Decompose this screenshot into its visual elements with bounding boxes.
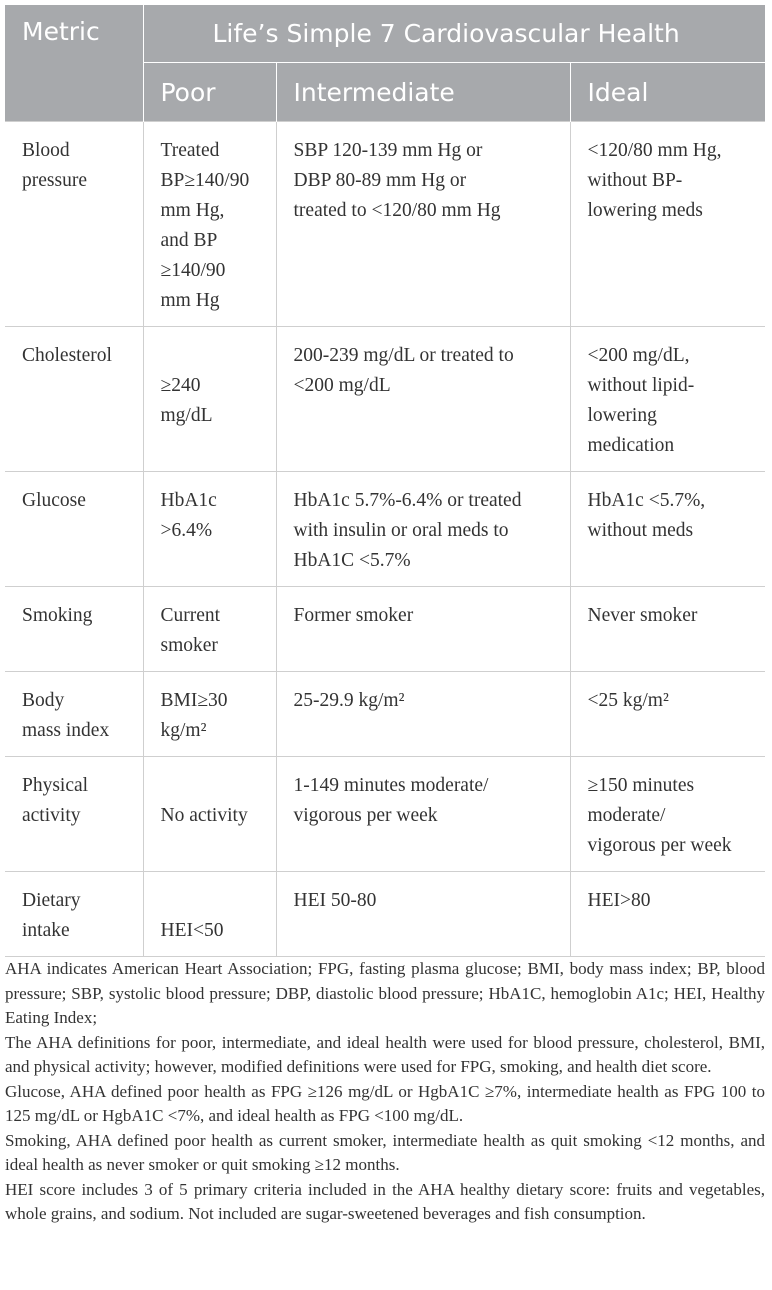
cell-line: intake — [22, 920, 70, 941]
cell-metric — [5, 587, 143, 672]
cell-line: kg/m² — [160, 720, 207, 741]
cell-line: mm Hg — [160, 290, 220, 311]
cell-line: <120/80 mm Hg, — [587, 140, 722, 161]
cell-line: 1-149 minutes moderate/ — [293, 775, 489, 796]
cell-line: Dietary — [22, 890, 81, 911]
cell-poor — [143, 872, 276, 957]
header-group: Life’s Simple 7 Cardiovascular Health — [143, 5, 765, 63]
header-ideal: Ideal — [570, 63, 765, 122]
cell-line: and BP — [160, 230, 218, 251]
cell-line: pressure — [22, 170, 87, 191]
cell-metric — [5, 872, 143, 957]
cell-poor — [143, 472, 276, 587]
cell-ideal — [570, 327, 765, 472]
header-intermediate: Intermediate — [276, 63, 570, 122]
cell-intermediate — [276, 327, 570, 472]
cell-line: <200 mg/dL, — [587, 345, 690, 366]
cell-metric — [5, 472, 143, 587]
cardiovascular-health-table — [5, 5, 765, 957]
cell-line: vigorous per week — [293, 805, 438, 826]
footnote: Smoking, AHA defined poor health as current smoker, intermediate health as quit smoking <12 months, and ideal health as never smoker or quit smoking ≥12 months. — [5, 1130, 765, 1174]
footnote: AHA indicates American Heart Association; FPG, fasting plasma glucose; BMI, body mass index; BP, blood pressure; SBP, systolic blood pressure; DBP, diastolic blood pressure; HbA1C, hemoglobin A1c; HEI, Healthy Eating Index; — [5, 959, 765, 1027]
table-footnotes — [5, 957, 765, 1227]
cell-line: lowering — [587, 405, 657, 426]
cell-line: ≥140/90 — [160, 260, 226, 281]
table-header — [5, 5, 765, 122]
cell-line: moderate/ — [587, 805, 666, 826]
footnote: The AHA definitions for poor, intermediate, and ideal health were used for blood pressure, cholesterol, BMI, and physical activity; however, modified definitions were used for FPG, smoking, and health diet score. — [5, 1032, 765, 1076]
cell-line: vigorous per week — [587, 835, 732, 856]
cell-line: lowering meds — [587, 200, 703, 221]
cell-line: DBP 80-89 mm Hg or — [293, 170, 467, 191]
cell-line: Blood — [22, 140, 70, 161]
cell-poor — [143, 122, 276, 327]
cell-line: BMI≥30 — [160, 690, 228, 711]
cell-line: medication — [587, 435, 675, 456]
cell-metric — [5, 672, 143, 757]
cell-line: HEI 50-80 — [293, 890, 377, 911]
cell-ideal — [570, 672, 765, 757]
cell-line: mass index — [22, 720, 110, 741]
cell-intermediate — [276, 872, 570, 957]
cell-line: SBP 120-139 mm Hg or — [293, 140, 483, 161]
cell-line: Current — [160, 605, 221, 626]
cell-line: mg/dL — [160, 405, 213, 426]
cell-line: <25 kg/m² — [587, 690, 669, 711]
table-row — [5, 757, 765, 872]
cell-line: >6.4% — [160, 520, 213, 541]
cell-ideal — [570, 872, 765, 957]
cell-line: mm Hg, — [160, 200, 225, 221]
cell-ideal — [570, 587, 765, 672]
cell-line: without meds — [587, 520, 694, 541]
cell-line: HEI<50 — [160, 920, 224, 941]
header-metric: Metric — [5, 5, 143, 122]
cell-ideal — [570, 122, 765, 327]
table-row — [5, 472, 765, 587]
cell-poor — [143, 672, 276, 757]
cell-line: ≥240 — [160, 375, 201, 396]
cell-ideal — [570, 757, 765, 872]
cell-line: HbA1c — [160, 490, 217, 511]
cell-metric — [5, 327, 143, 472]
cell-intermediate — [276, 757, 570, 872]
cell-poor — [143, 327, 276, 472]
cell-line: 25-29.9 kg/m² — [293, 690, 405, 711]
cell-intermediate — [276, 122, 570, 327]
cell-intermediate — [276, 587, 570, 672]
cell-line: Never smoker — [587, 605, 698, 626]
cell-line: 200-239 mg/dL or treated to — [293, 345, 514, 366]
cell-line: smoker — [160, 635, 218, 656]
cell-line: HbA1c 5.7%-6.4% or treated — [293, 490, 522, 511]
footnote: Glucose, AHA defined poor health as FPG ≥126 mg/dL or HgbA1C ≥7%, intermediate health as FPG 100 to 125 mg/dL or HgbA1C <7%, and ideal health as FPG <100 mg/dL. — [5, 1081, 765, 1125]
cell-line: Smoking — [22, 605, 93, 626]
cell-ideal — [570, 472, 765, 587]
cell-line: Glucose — [22, 490, 86, 511]
cell-line: Former smoker — [293, 605, 414, 626]
header-poor: Poor — [143, 63, 276, 122]
footnote: HEI score includes 3 of 5 primary criteria included in the AHA healthy dietary score: fruits and vegetables, whole grains, and sodium. Not included are sugar-sweetened beverages and fish consumption. — [5, 1179, 765, 1223]
cell-line: without BP- — [587, 170, 683, 191]
cell-line: HEI>80 — [587, 890, 651, 911]
table-row — [5, 587, 765, 672]
cell-line: <200 mg/dL — [293, 375, 391, 396]
cell-line: with insulin or oral meds to — [293, 520, 509, 541]
cell-metric — [5, 122, 143, 327]
cell-poor — [143, 587, 276, 672]
table-row — [5, 122, 765, 327]
cell-line: Body — [22, 690, 65, 711]
cell-intermediate — [276, 672, 570, 757]
cell-line: activity — [22, 805, 81, 826]
table-figure — [5, 5, 765, 1227]
cell-metric — [5, 757, 143, 872]
cell-line: treated to <120/80 mm Hg — [293, 200, 501, 221]
cell-line: No activity — [160, 805, 248, 826]
cell-line: HbA1C <5.7% — [293, 550, 411, 571]
table-row — [5, 872, 765, 957]
cell-line: BP≥140/90 — [160, 170, 250, 191]
cell-line: Treated — [160, 140, 220, 161]
cell-line: Cholesterol — [22, 345, 112, 366]
table-row — [5, 672, 765, 757]
cell-line: ≥150 minutes — [587, 775, 695, 796]
cell-line: HbA1c <5.7%, — [587, 490, 706, 511]
table-body — [5, 122, 765, 957]
cell-intermediate — [276, 472, 570, 587]
cell-line: Physical — [22, 775, 89, 796]
table-row — [5, 327, 765, 472]
cell-poor — [143, 757, 276, 872]
cell-line: without lipid- — [587, 375, 695, 396]
